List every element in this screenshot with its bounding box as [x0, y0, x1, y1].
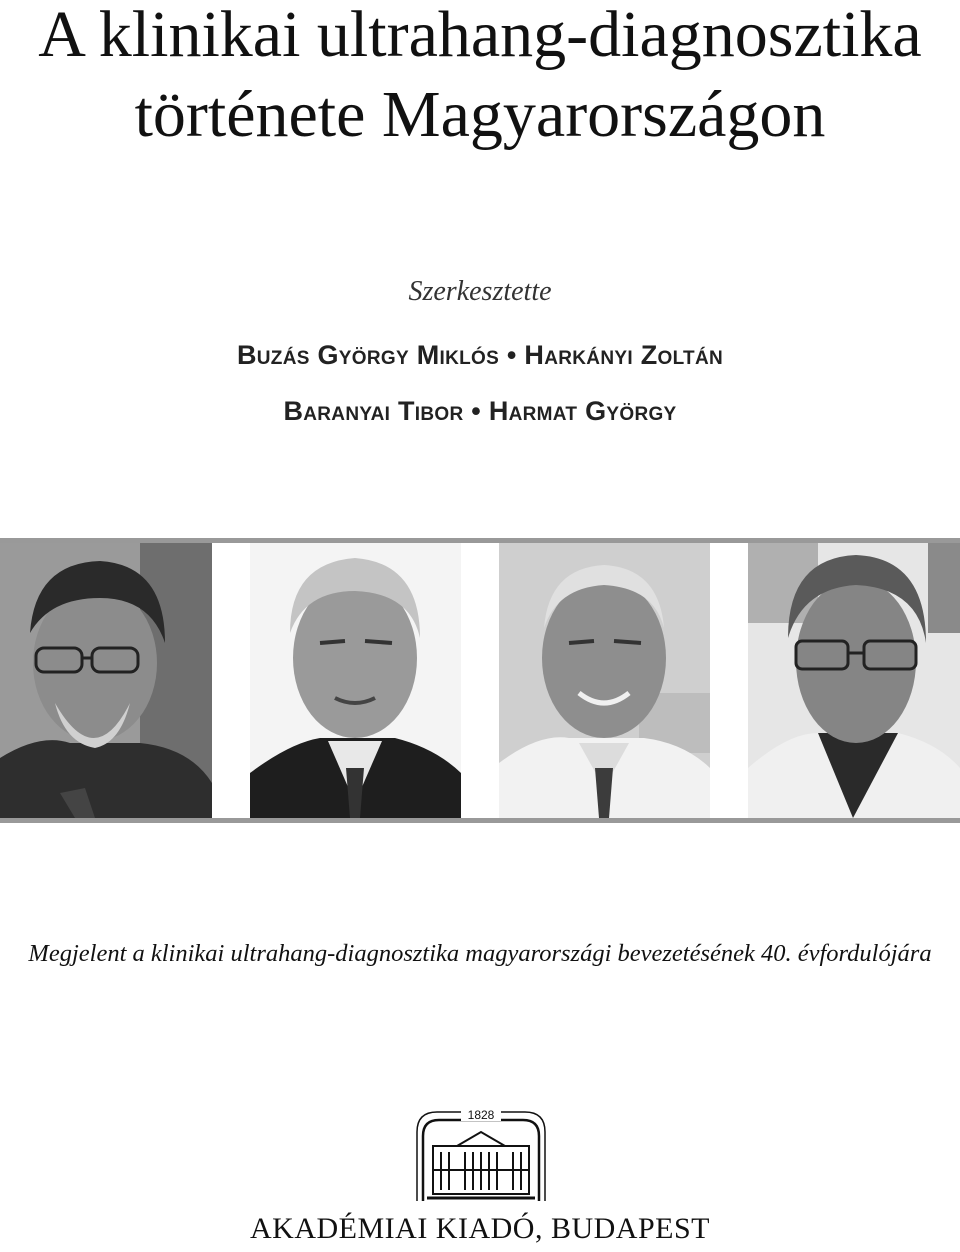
- photo-strip-bottom-rule: [0, 818, 960, 823]
- portrait-strip: [0, 543, 960, 818]
- editors-row-2: Baranyai Tibor • Harmat György: [283, 396, 677, 426]
- book-title-line-2: története Magyarországon: [134, 78, 826, 151]
- edited-by-label: Szerkesztette: [408, 276, 552, 307]
- portrait-photo-1: [0, 543, 212, 818]
- publisher-logo: [413, 1106, 549, 1206]
- portrait-photo-2: [250, 543, 461, 818]
- book-title-line-1: A klinikai ultrahang-diagnosztika: [38, 0, 922, 71]
- anniversary-caption: Megjelent a klinikai ultrahang-diagnosztika magyarországi bevezetésének 40. évfordulójára: [28, 940, 932, 967]
- logo-year: 1828: [467, 1108, 495, 1122]
- book-title: [0, 0, 960, 151]
- portrait-photo-3: [499, 543, 710, 818]
- publisher-name: AKADÉMIAI KIADÓ, BUDAPEST: [250, 1212, 710, 1245]
- editors-row-1: Buzás György Miklós • Harkányi Zoltán: [236, 340, 724, 370]
- portrait-photo-4: [748, 543, 960, 818]
